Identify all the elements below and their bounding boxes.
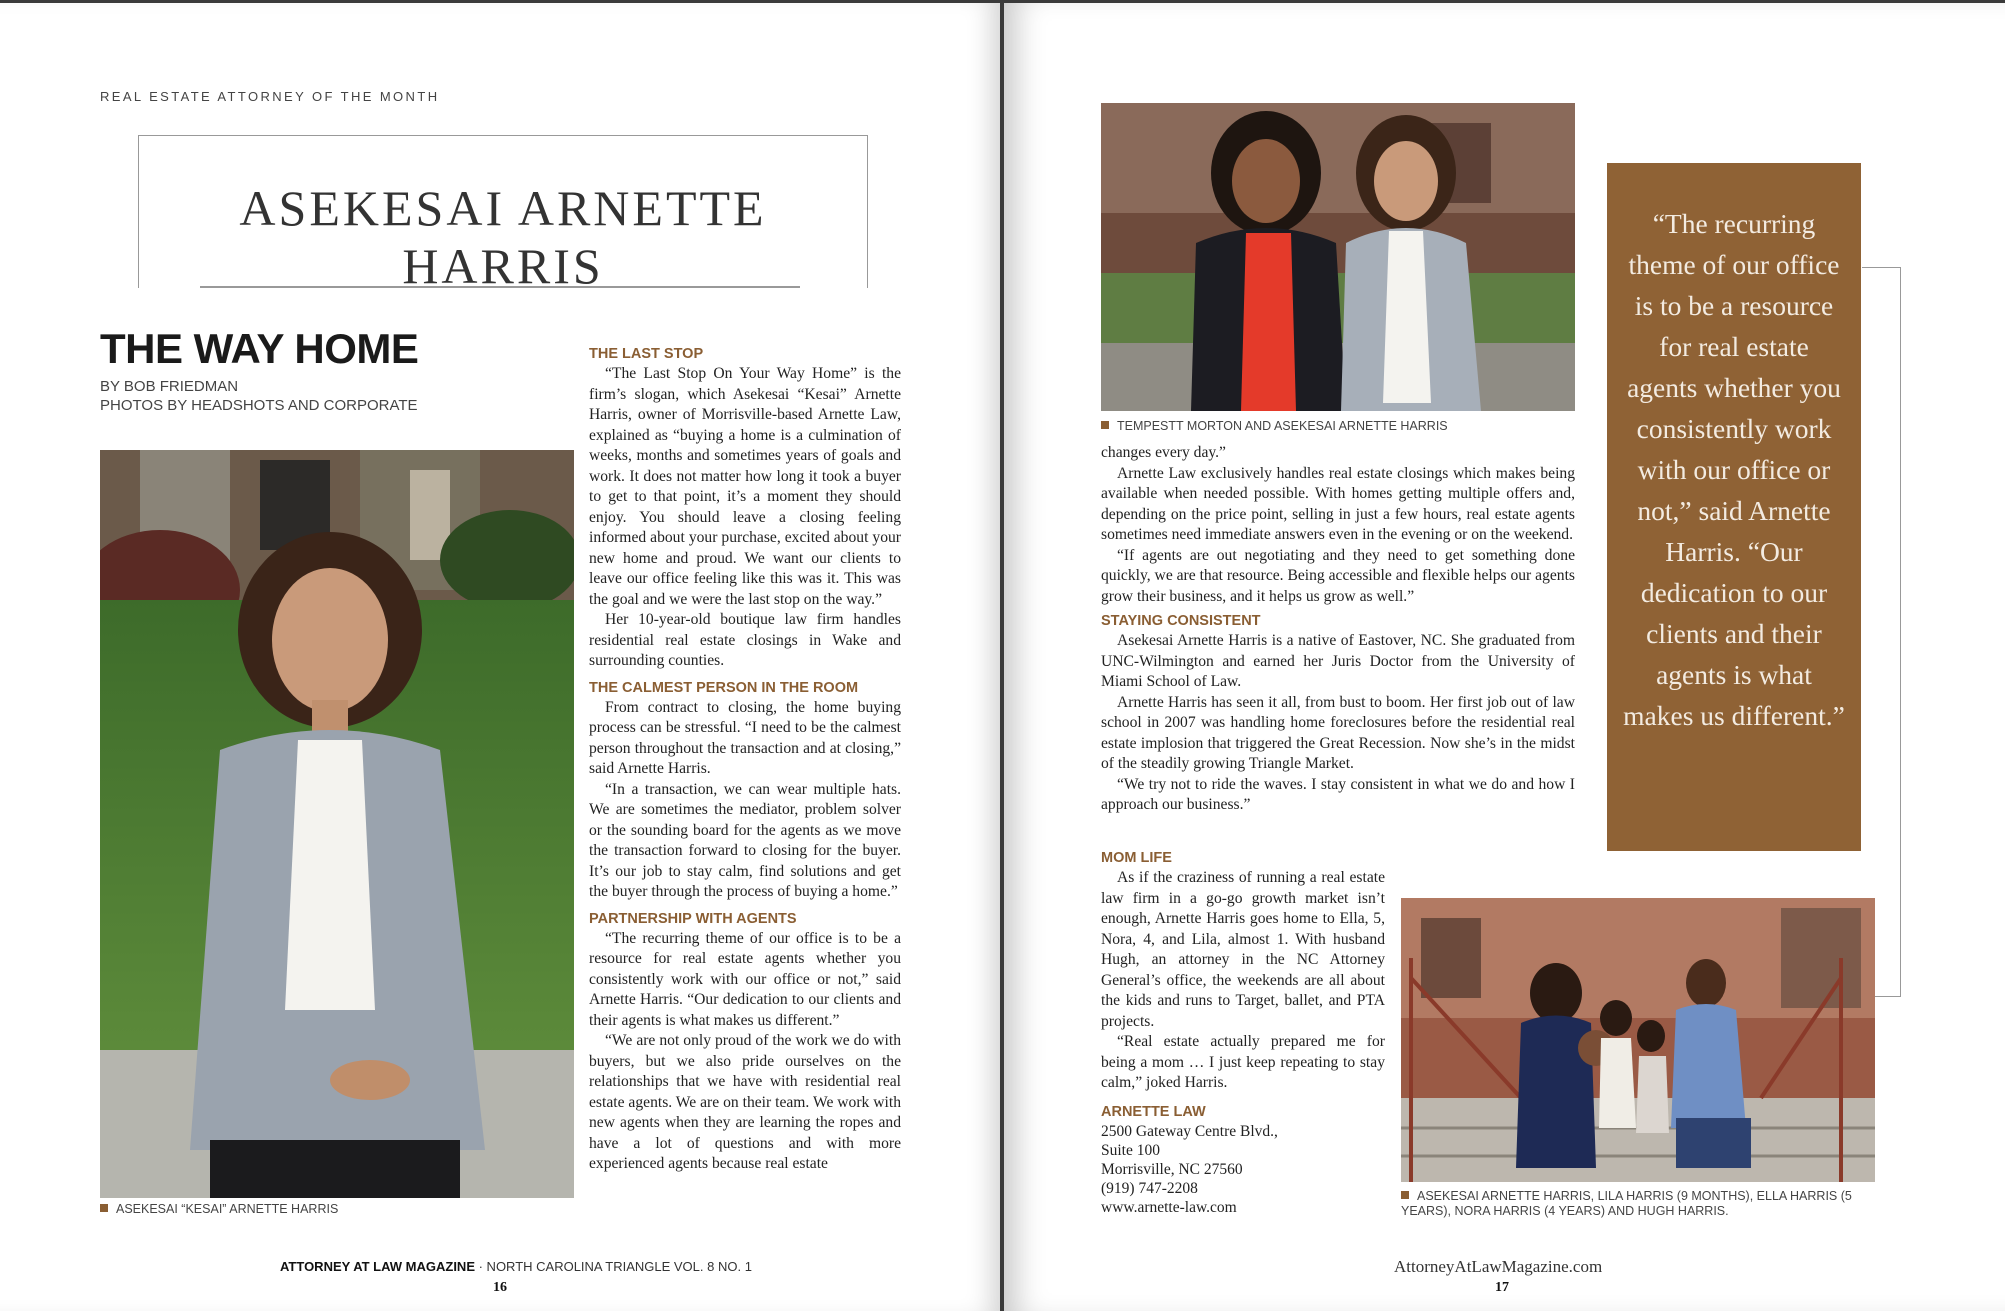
paragraph: “We are not only proud of the work we do with buyers, but we also pride ourselves on the relationships that we have with residential real estate agents. We are on their team. We work with new agents when they are learning the ropes and have a lot of questions and with more experienced agents because real estate [589, 1032, 901, 1172]
section-label: REAL ESTATE ATTORNEY OF THE MONTH [100, 89, 440, 104]
contact-address1: 2500 Gateway Centre Blvd., [1101, 1122, 1278, 1140]
article-column-mom [1101, 846, 1385, 1217]
paragraph: “If agents are out negotiating and they need to get something done quickly, we are that resource. Being accessible and flexible helps our agents grow their business, and it helps us grow as well.” [1101, 546, 1575, 605]
paragraph: Asekesai Arnette Harris is a native of Eastover, NC. She graduated from UNC-Wilmington and earned her Juris Doctor from the University of Miami School of Law. [1101, 632, 1575, 690]
byline-author: BY BOB FRIEDMAN [100, 378, 239, 395]
paragraph: Her 10-year-old boutique law firm handles residential real estate closings in Wake and surrounding counties. [589, 611, 901, 669]
paragraph: Arnette Law exclusively handles real estate closings which makes being available when needed possible. With homes getting multiple offers and, depending on the price point, selling in just a few hours, real estate agents sometimes need immediate answers even in the evening or on the weekend. [1101, 464, 1575, 543]
contact-block [1101, 1122, 1385, 1217]
family-photo-image [1401, 898, 1875, 1182]
section-heading: THE CALMEST PERSON IN THE ROOM [589, 679, 859, 696]
contact-address2: Suite 100 [1101, 1141, 1160, 1159]
paragraph: From contract to closing, the home buying process can be stressful. “I need to be the calmest person throughout the transaction and at closing,” said Arnette Harris. [589, 698, 901, 777]
family-caption: ASEKESAI ARNETTE HARRIS, LILA HARRIS (9 MONTHS), ELLA HARRIS (5 YEARS), NORA HARRIS (4 YEARS) AND HUGH HARRIS. [1401, 1189, 1852, 1218]
footer-site[interactable]: AttorneyAtLawMagazine.com [1394, 1257, 1603, 1276]
paragraph: “In a transaction, we can wear multiple hats. We are sometimes the mediator, problem solver or the sounding board for the agents as we move the transaction forward to closing for the buyer. It’s our job to stay calm, find solutions and get the buyer through the process of buying a home.” [589, 780, 901, 900]
section-heading: STAYING CONSISTENT [1101, 613, 1261, 629]
contact-phone: (919) 747-2208 [1101, 1179, 1198, 1197]
caption-marker [1101, 421, 1109, 429]
contact-heading: ARNETTE LAW [1101, 1103, 1206, 1120]
profile-name: ASEKESAI ARNETTE HARRIS [239, 180, 767, 294]
pull-quote [1607, 163, 1861, 851]
left-page [0, 3, 1000, 1311]
paragraph: As if the craziness of running a real estate law firm in a go-go growth market isn’t enough, Arnette Harris goes home to Ella, 5, Nora, 4, and Lila, almost 1. With husband Hugh, an attorney in the NC Attorney General’s office, the weekends are all about the kids and runs to Target, ballet, and PTA projects. [1101, 869, 1385, 1030]
duo-photo-image [1101, 103, 1575, 411]
duo-photo [1101, 103, 1575, 411]
duo-caption: TEMPESTT MORTON AND ASEKESAI ARNETTE HARRIS [1101, 419, 1448, 434]
article-column-left [589, 342, 901, 1175]
byline-photos: PHOTOS BY HEADSHOTS AND CORPORATE [100, 397, 418, 414]
paragraph: “The recurring theme of our office is to be a resource for real estate agents whether you consistently work with our office or not,” said Arnette Harris. “Our dedication to our clients and their agents is what makes us different.” [589, 929, 901, 1029]
portrait-photo [100, 450, 574, 1198]
footer-left [280, 1259, 752, 1274]
byline [100, 377, 418, 415]
caption-marker [100, 1204, 108, 1212]
article-column-right [1101, 443, 1575, 816]
paragraph: Arnette Harris has seen it all, from bust to boom. Her first job out of law school in 2007 was handling home foreclosures before the residential real estate implosion that triggered the Great Recession. Now she’s in the midst of the steadily growing Triangle Market. [1101, 693, 1575, 772]
contact-city: Morrisville, NC 27560 [1101, 1160, 1243, 1178]
caption-marker [1401, 1191, 1409, 1199]
page-number-left: 16 [493, 1280, 507, 1295]
pull-quote-text: “The recurring theme of our office is to be a resource for real estate agents whether you consistently work with our office or not,” said Arnette Harris. “Our dedication to our clients and their agents is what makes us different.” [1623, 208, 1845, 731]
section-heading: THE LAST STOP [589, 346, 704, 362]
portrait-photo-image [100, 450, 574, 1198]
section-heading: MOM LIFE [1101, 850, 1172, 866]
paragraph: “Real estate actually prepared me for being a mom … I just keep repeating to stay calm,” joked Harris. [1101, 1033, 1385, 1091]
pullquote-bracket [1862, 267, 1901, 997]
right-page [1004, 3, 2005, 1311]
portrait-caption: ASEKESAI “KESAI” ARNETTE HARRIS [100, 1202, 338, 1217]
footer-magazine: ATTORNEY AT LAW MAGAZINE [280, 1259, 475, 1274]
paragraph: changes every day.” [1101, 444, 1226, 461]
page-number-right: 17 [1495, 1280, 1509, 1295]
family-photo [1401, 898, 1875, 1182]
contact-website[interactable]: www.arnette-law.com [1101, 1198, 1237, 1216]
footer-edition: · NORTH CAROLINA TRIANGLE VOL. 8 NO. 1 [475, 1259, 752, 1274]
paragraph: “The Last Stop On Your Way Home” is the firm’s slogan, which Asekesai “Kesai” Arnette Harris, owner of Morrisville-based Arnette Law, explained as “buying a home is a culmination of weeks, months and sometimes years of goals and work. It does not matter how long it took a buyer to get to that point, it’s a moment they should enjoy. You should leave a closing feeling informed about your purchase, excited about your new home and proud. We want our clients to leave our office feeling like this was it. This was the goal and we were the last stop on the way.” [589, 365, 901, 608]
paragraph: “We try not to ride the waves. I stay consistent in what we do and how I approach our business.” [1101, 775, 1575, 813]
section-heading: PARTNERSHIP WITH AGENTS [589, 910, 797, 927]
article-headline: THE WAY HOME [100, 325, 419, 372]
